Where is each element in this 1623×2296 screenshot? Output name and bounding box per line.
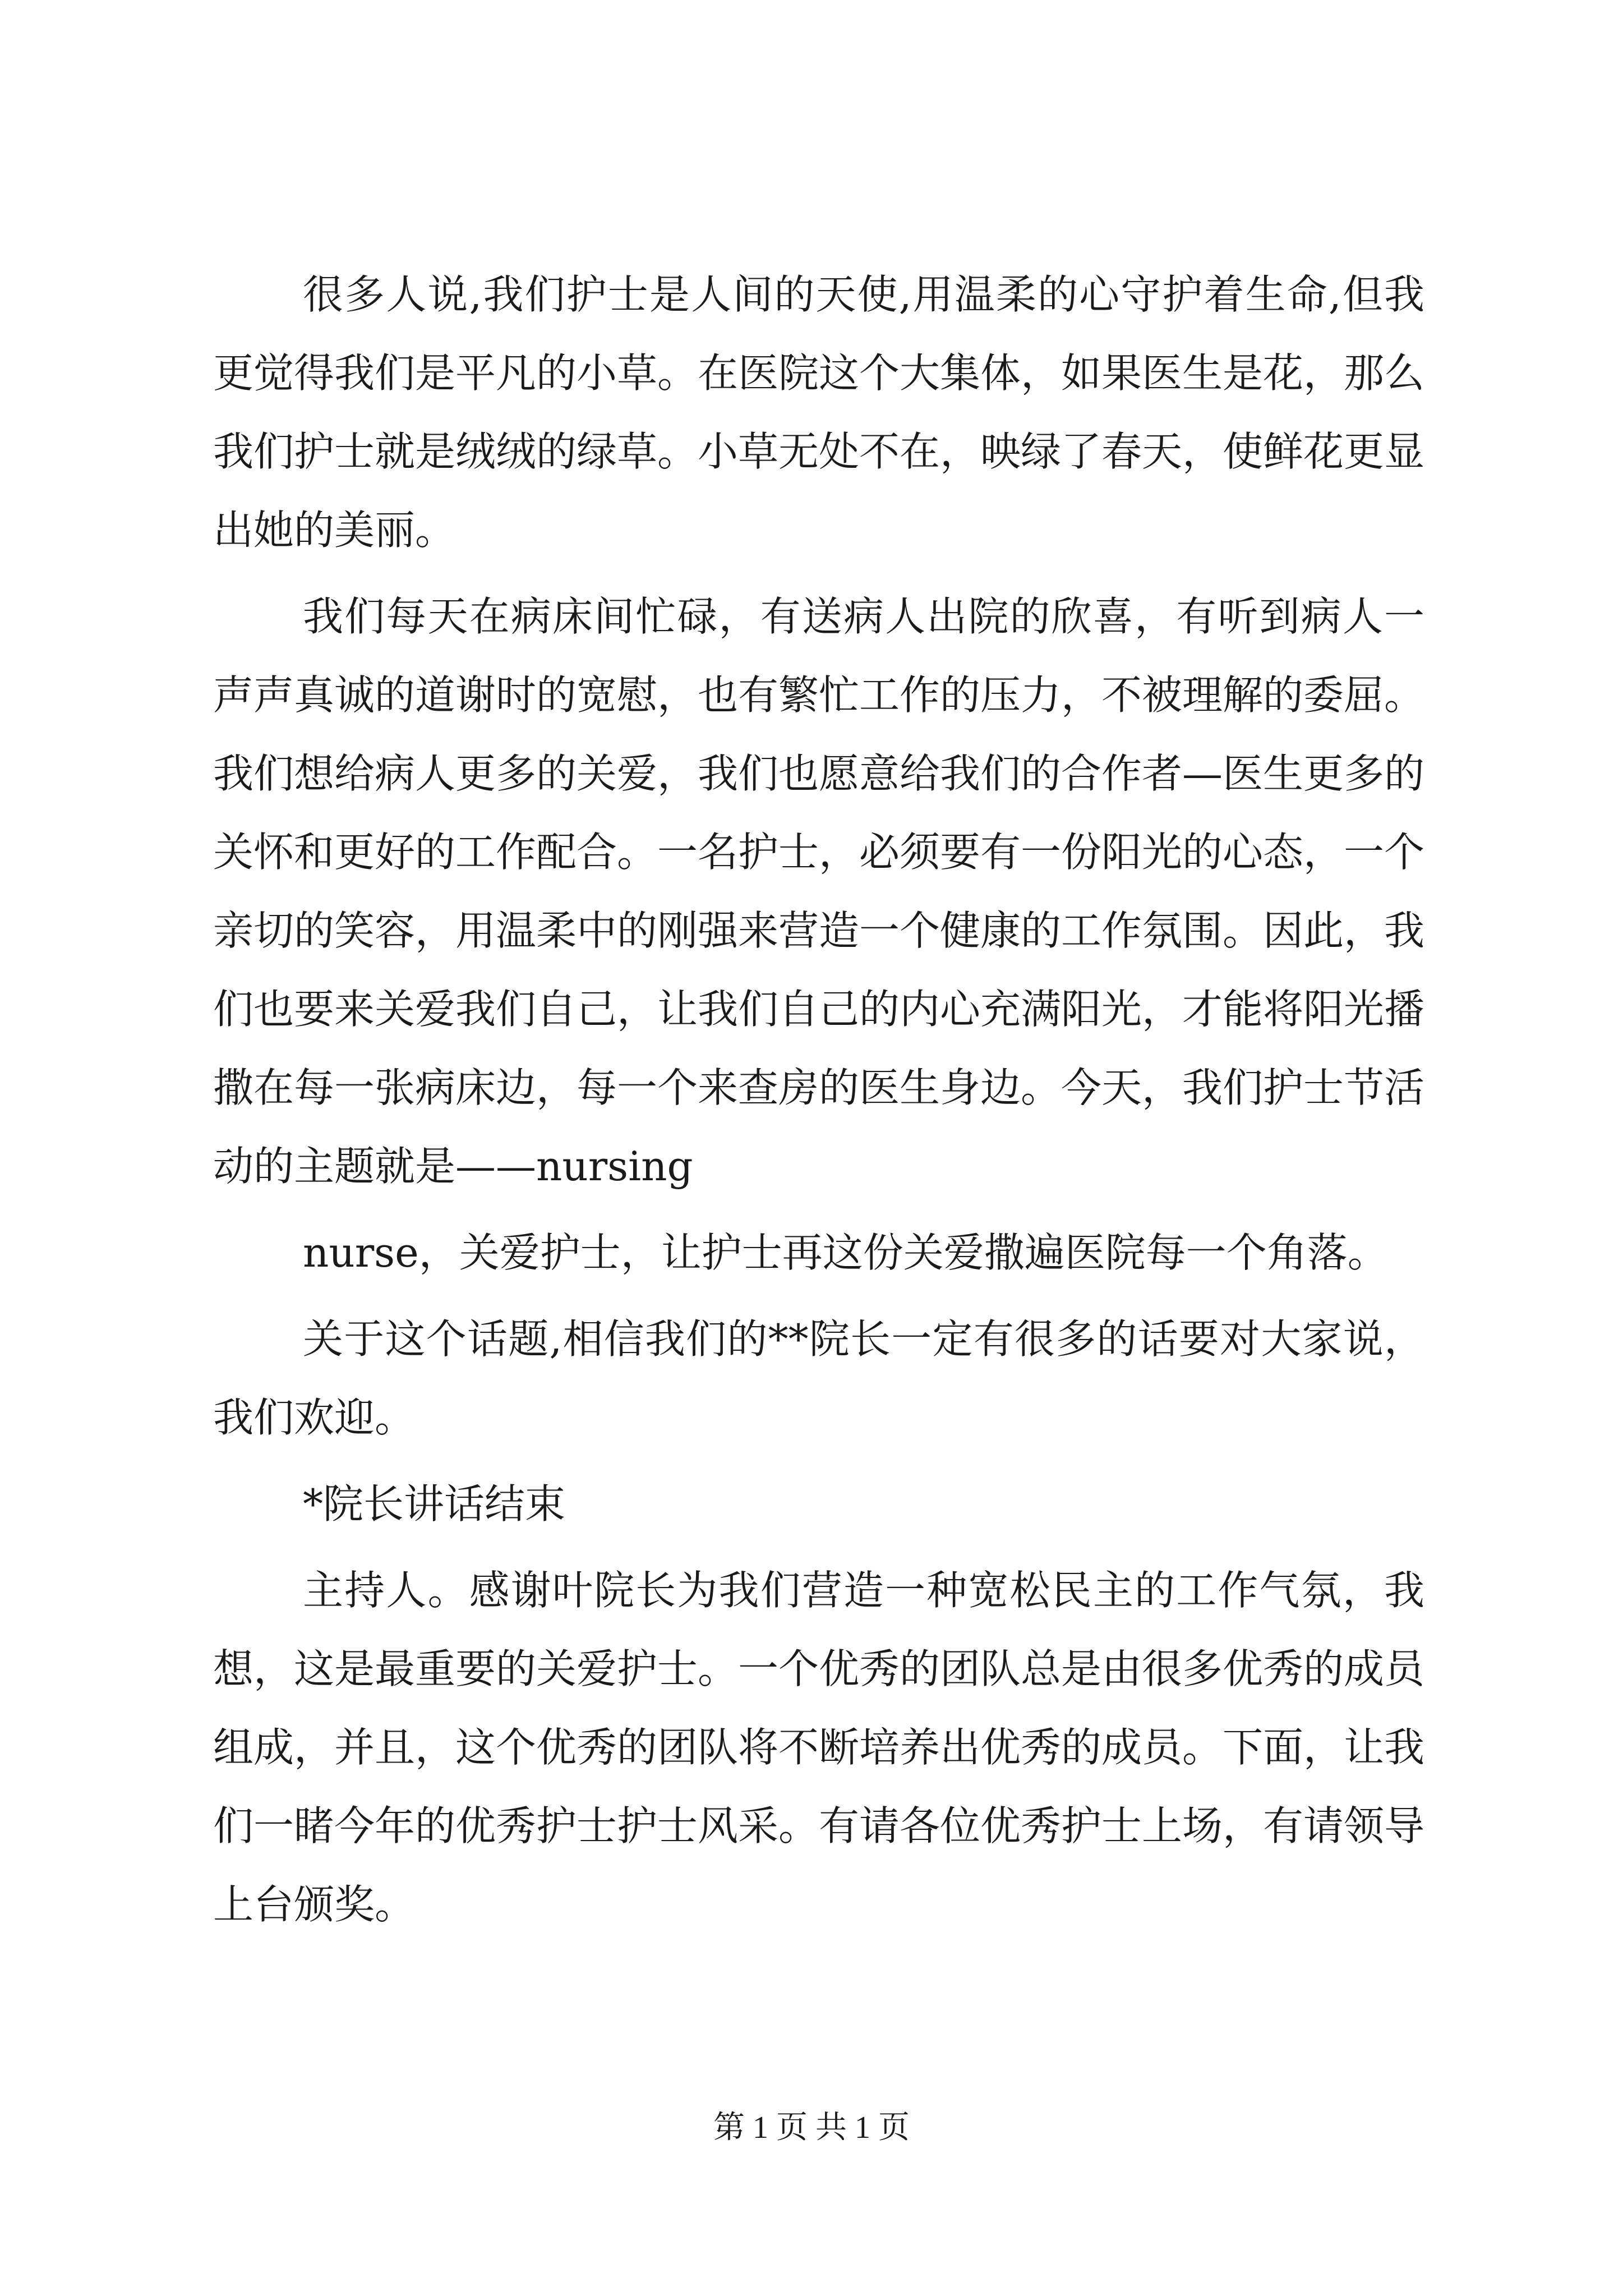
paragraph-host-remarks: 主持人。感谢叶院长为我们营造一种宽松民主的工作气氛，我想，这是最重要的关爱护士。一个优秀的团队总是由很多优秀的成员组成，并且，这个优秀的团队将不断培养出优秀的成员。下面，让我们一睹今年的优秀护士护士风采。有请各位优秀护士上场，有请领导上台颁奖。 bbox=[213, 1567, 1425, 1928]
paragraph-intro: 很多人说,我们护士是人间的天使,用温柔的心守护着生命,但我更觉得我们是平凡的小草。在医院这个大集体，如果医生是花，那么我们护士就是绒绒的绿草。小草无处不在，映绿了春天，使鲜花更显出她的美丽。 bbox=[213, 271, 1425, 554]
paragraph-speech-end: *院长讲话结束 bbox=[303, 1480, 566, 1527]
page-footer: 第 1 页 共 1 页 bbox=[713, 2110, 910, 2145]
document-body bbox=[213, 255, 1424, 1944]
paragraph-daily-work: 我们每天在病床间忙碌，有送病人出院的欣喜，有听到病人一声声真诚的道谢时的宽慰，也有繁忙工作的压力，不被理解的委屈。我们想给病人更多的关爱，我们也愿意给我们的合作者—医生更多的关怀和更好的工作配合。一名护士，必须要有一份阳光的心态，一个亲切的笑容，用温柔中的刚强来营造一个健康的工作氛围。因此，我们也要来关爱我们自己，让我们自己的内心充满阳光，才能将阳光播撒在每一张病床边，每一个来查房的医生身边。今天，我们护士节活动的主题就是——nursing bbox=[213, 593, 1425, 1190]
paragraph-theme-continuation: nurse，关爱护士，让护士再这份关爱撒遍医院每一个角落。 bbox=[303, 1229, 1388, 1276]
paragraph-dean-invitation: 关于这个话题,相信我们的**院长一定有很多的话要对大家说，我们欢迎。 bbox=[213, 1315, 1424, 1441]
